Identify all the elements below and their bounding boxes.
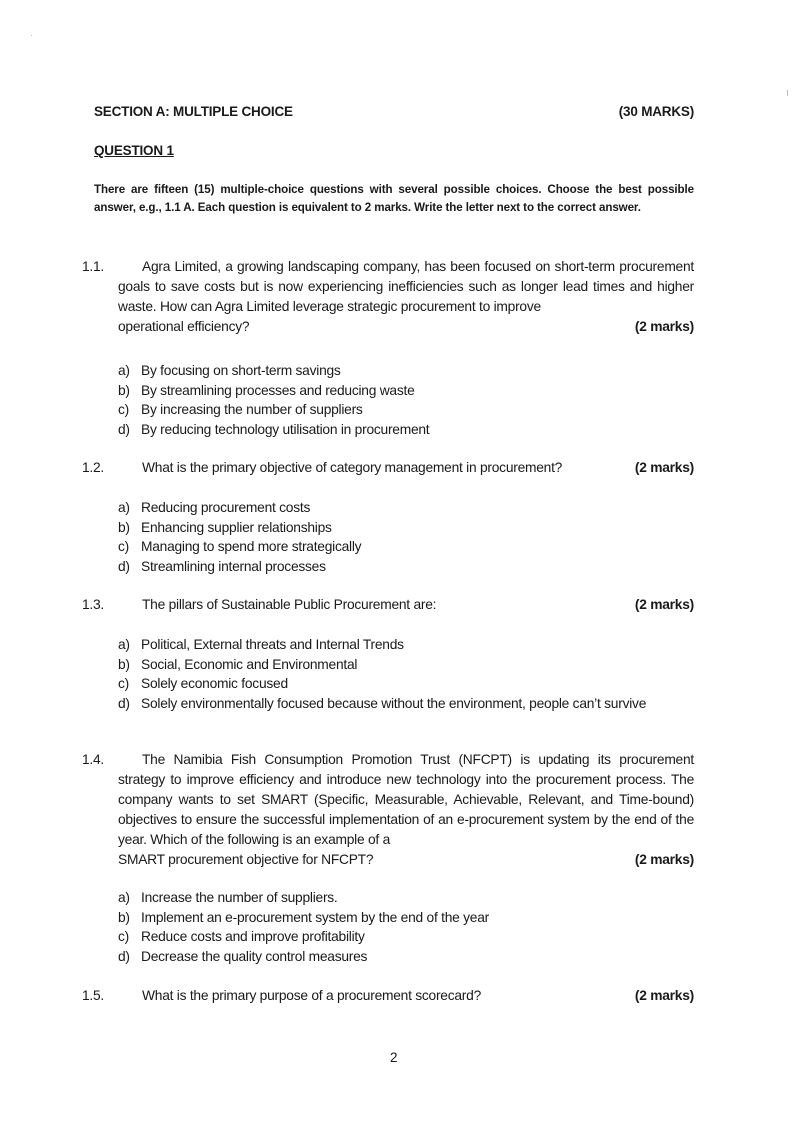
option-letter: a) [118, 890, 130, 905]
section-title: SECTION A: MULTIPLE CHOICE [94, 104, 293, 119]
question-stem: What is the primary purpose of a procurement scorecard? [142, 988, 481, 1003]
scan-speck [787, 90, 788, 96]
option-b [118, 655, 694, 675]
option-c [118, 537, 694, 557]
question-stem: Agra Limited, a growing landscaping company, has been focused on short-term procurement goals to save costs but is now experiencing inefficiencies such as longer lead times and higher waste. How can Agra Limited leverage strategic procurement to improve [118, 259, 694, 314]
option-b [118, 381, 694, 401]
option-letter: d) [118, 695, 130, 711]
option-letter: d) [118, 948, 130, 964]
question-stem: What is the primary objective of category management in procurement? [142, 460, 563, 475]
option-b [118, 518, 694, 538]
option-text: Political, External threats and Internal Trends [141, 637, 404, 652]
option-d [118, 947, 694, 967]
option-text: Implement an e-procurement system by the end of the year [141, 909, 489, 925]
question-number: 1.5. [82, 988, 105, 1003]
option-a [118, 635, 694, 655]
question-1-1 [82, 257, 694, 337]
question-marks: (2 marks) [634, 460, 694, 475]
question-number: 1.4. [82, 752, 105, 767]
question-1-4 [82, 750, 694, 870]
option-text: Decrease the quality control measures [141, 948, 368, 964]
question-marks: (2 marks) [634, 319, 694, 334]
option-text: By reducing technology utilisation in procurement [141, 421, 430, 437]
option-letter: c) [118, 402, 129, 417]
option-a [118, 888, 694, 908]
option-d [118, 420, 694, 440]
option-text: Managing to spend more strategically [141, 539, 362, 554]
option-letter: b) [118, 519, 130, 535]
option-text: By increasing the number of suppliers [141, 402, 363, 417]
question-1-3 [82, 595, 694, 615]
question-marks: (2 marks) [634, 852, 694, 867]
option-text: Solely environmentally focused because without the environment, people can’t survive [141, 695, 647, 711]
section-marks: (30 MARKS) [618, 104, 694, 119]
option-letter: c) [118, 676, 129, 691]
option-b [118, 908, 694, 928]
scan-speck [31, 35, 32, 36]
option-letter: b) [118, 656, 130, 672]
option-d [118, 694, 694, 714]
option-text: Social, Economic and Environmental [141, 656, 358, 672]
option-letter: b) [118, 382, 130, 398]
option-letter: c) [118, 539, 129, 554]
page-number: 2 [390, 1050, 398, 1065]
question-stem-last: SMART procurement objective for NFCPT? [118, 852, 374, 867]
option-a [118, 361, 694, 381]
option-letter: d) [118, 558, 130, 574]
option-letter: c) [118, 929, 129, 944]
option-text: Reduce costs and improve profitability [141, 929, 365, 944]
options-1-2 [118, 498, 694, 576]
option-text: Solely economic focused [141, 676, 288, 691]
question-number: 1.1. [82, 259, 105, 274]
option-text: Streamlining internal processes [141, 558, 326, 574]
options-1-3 [118, 635, 694, 713]
question-1-5 [82, 986, 694, 1006]
option-text: Reducing procurement costs [141, 500, 311, 515]
question-marks: (2 marks) [634, 597, 694, 612]
question-number: 1.3. [82, 597, 105, 612]
options-1-4 [118, 888, 694, 966]
question-heading: QUESTION 1 [94, 143, 174, 158]
question-stem-last: operational efficiency? [118, 319, 250, 334]
option-letter: a) [118, 363, 130, 378]
options-1-1 [118, 361, 694, 439]
option-letter: a) [118, 637, 130, 652]
option-text: By focusing on short-term savings [141, 363, 341, 378]
option-letter: b) [118, 909, 130, 925]
option-letter: a) [118, 500, 130, 515]
option-text: By streamlining processes and reducing waste [141, 382, 415, 398]
question-stem: The pillars of Sustainable Public Procurement are: [142, 597, 437, 612]
question-number: 1.2. [82, 460, 105, 475]
question-stem: The Namibia Fish Consumption Promotion Trust (NFCPT) is updating its procurement strategy to improve efficiency and introduce new technology into the procurement process. The company wants to set SMART (Specific, Measurable, Achievable, Relevant, and Time-bound) objectives to ensure the successful implementation of an e-procurement system by the end of the year. Which of the following is an example of a [118, 752, 694, 847]
option-letter: d) [118, 421, 130, 437]
option-a [118, 498, 694, 518]
option-text: Increase the number of suppliers. [141, 890, 338, 905]
option-c [118, 674, 694, 694]
option-d [118, 557, 694, 577]
question-1-2 [82, 458, 694, 478]
question-marks: (2 marks) [634, 988, 694, 1003]
option-text: Enhancing supplier relationships [141, 519, 332, 535]
option-c [118, 927, 694, 947]
section-header [94, 104, 694, 119]
option-c [118, 400, 694, 420]
instructions: There are fifteen (15) multiple-choice questions with several possible choices. Choose the best possible answer, e.g., 1.1 A. Each question is equivalent to 2 marks. Write the letter next to the correct answer. [94, 183, 694, 214]
